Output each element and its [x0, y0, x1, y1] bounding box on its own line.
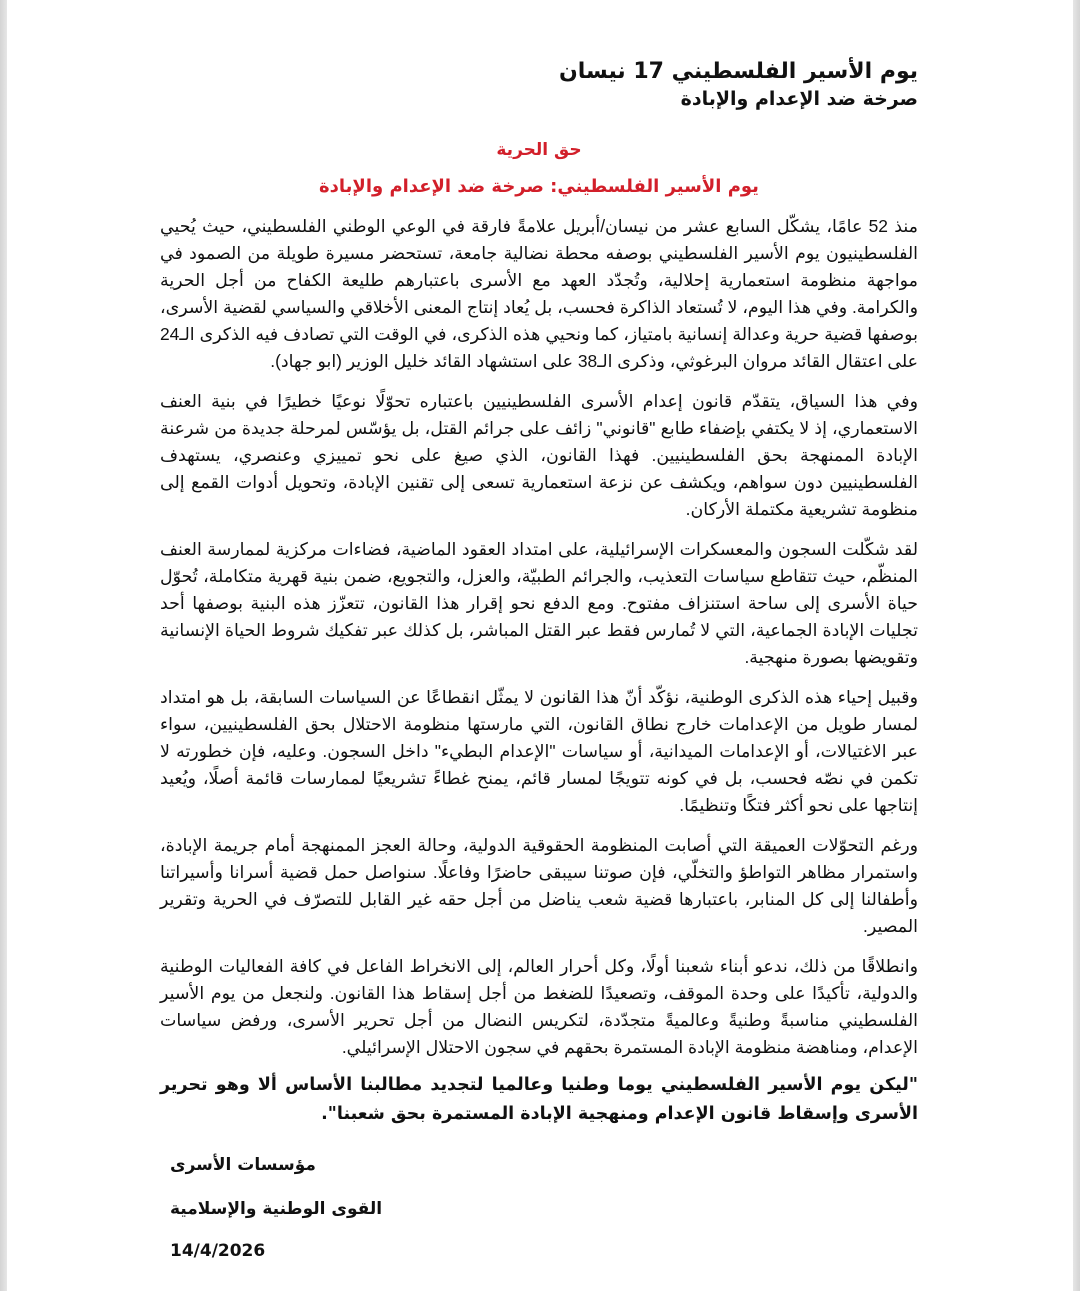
- paragraph-2: وفي هذا السياق، يتقدّم قانون إعدام الأسرى الفلسطينيين باعتباره تحوّلًا نوعيًا خطيرًا في بنية العنف الاستعماري، إذ لا يكتفي بإضفاء طابع "قانوني" زائف على جرائم القتل، بل يؤسّس لمرحلة جديدة من شرعنة الإبادة الممنهجة بحق الفلسطينيين. فهذا القانون، الذي صيغ على نحو تمييزي وعنصري، يستهدف الفلسطينيين دون سواهم، ويكشف عن نزعة استعمارية تسعى إلى تقنين الإبادة، وتحويل أدوات القمع إلى منظومة تشريعية مكتملة الأركان.: [160, 391, 918, 519]
- document-subtitle: صرخة ضد الإعدام والإبادة: [680, 88, 918, 110]
- document-date: 14/4/2026: [170, 1241, 266, 1261]
- document-page: [160, 58, 918, 1261]
- paragraph-3: لقد شكّلت السجون والمعسكرات الإسرائيلية، على امتداد العقود الماضية، فضاءات مركزية لممارسة العنف المنظّم، حيث تتقاطع سياسات التعذيب، والجرائم الطبيّة، والعزل، والتجويع، ضمن بنية قهرية متكاملة، تُحوّل حياة الأسرى إلى ساحة استنزاف مفتوح. ومع الدفع نحو إقرار هذا القانون، تتعزّز هذه البنية بوصفها أحد تجليات الإبادة الجماعية، التي لا تُمارس فقط عبر القتل المباشر، بل كذلك عبر تفكيك شروط الحياة الإنسانية وتقويضها بصورة منهجية.: [160, 539, 918, 667]
- section-heading: حق الحرية: [496, 140, 582, 160]
- closing-quote: "ليكن يوم الأسير الفلسطيني يوما وطنيا وعالميا لتجديد مطالبنا الأساس ألا وهو تحرير الأسرى وإسقاط قانون الإعدام ومنهجية الإبادة المستمرة بحق شعبنا".: [160, 1075, 918, 1124]
- paragraph-6: وانطلاقًا من ذلك، ندعو أبناء شعبنا أولًا، وكل أحرار العالم، إلى الانخراط الفاعل في كافة الفعاليات الوطنية والدولية، تأكيدًا على وحدة الموقف، وتصعيدًا للضغط من أجل إسقاط هذا القانون. ولنجعل من يوم الأسير الفلسطيني مناسبةً وطنيةً وعالميةً متجدّدة، لتكريس النضال من أجل تحرير الأسرى، ورفض سياسات الإعدام، ومناهضة منظومة الإبادة المستمرة بحقهم في سجون الاحتلال الإسرائيلي.: [160, 956, 918, 1057]
- page-edge-right: [1073, 0, 1080, 1291]
- signature-national-islamic-forces: القوى الوطنية والإسلامية: [170, 1199, 383, 1219]
- document-title: يوم الأسير الفلسطيني 17 نيسان: [559, 59, 918, 84]
- paragraph-4: وقبيل إحياء هذه الذكرى الوطنية، نؤكّد أنّ هذا القانون لا يمثّل انقطاعًا عن السياسات السابقة، بل هو امتداد لمسار طويل من الإعدامات خارج نطاق القانون، التي مارستها منظومة الاحتلال بحق الفلسطينيين، سواء عبر الاغتيالات، أو الإعدامات الميدانية، أو سياسات "الإعدام البطيء" داخل السجون. وعليه، فإن خطورته لا تكمن في نصّه فحسب، بل في كونه تتويجًا لمسار قائم، يمنح غطاءً تشريعيًا لممارسات قائمة أصلًا، ويُعيد إنتاجها على نحو أكثر فتكًا وتنظيمًا.: [160, 687, 918, 815]
- signature-prisoner-institutions: مؤسسات الأسرى: [170, 1155, 316, 1175]
- paragraph-1: منذ 52 عامًا، يشكّل السابع عشر من نيسان/أبريل علامةً فارقة في الوعي الوطني الفلسطيني، حيث يُحيي الفلسطينيون يوم الأسير الفلسطيني بوصفه محطة نضالية جامعة، تستحضر مسيرة طويلة من الصمود في مواجهة منظومة استعمارية إحلالية، وتُجدّد العهد مع الأسرى باعتبارهم طليعة الكفاح من أجل الحرية والكرامة. وفي هذا اليوم، لا تُستعاد الذاكرة فحسب، بل يُعاد إنتاج المعنى الأخلاقي والسياسي لقضية الأسرى، بوصفها قضية حرية وعدالة إنسانية بامتياز، كما ونحيي هذه الذكرى، في الوقت التي تصادف فيه الذكرى الـ24 على اعتقال القائد مروان البرغوثي، وذكرى الـ38 على استشهاد القائد خليل الوزير (ابو جهاد).: [160, 216, 918, 371]
- page-edge-left: [0, 0, 7, 1291]
- paragraph-5: ورغم التحوّلات العميقة التي أصابت المنظومة الحقوقية الدولية، وحالة العجز الممنهجة أمام جريمة الإبادة، واستمرار مظاهر التواطؤ والتخلّي، فإن صوتنا سيبقى حاضرًا وفاعلًا. سنواصل حمل قضية أسرانا وأسيراتنا وأطفالنا إلى كل المنابر، باعتبارها قضية شعب يناضل من أجل حقه غير القابل للتصرّف في الحرية وتقرير المصير.: [160, 835, 918, 936]
- section-subheading: يوم الأسير الفلسطيني: صرخة ضد الإعدام والإبادة: [319, 176, 759, 197]
